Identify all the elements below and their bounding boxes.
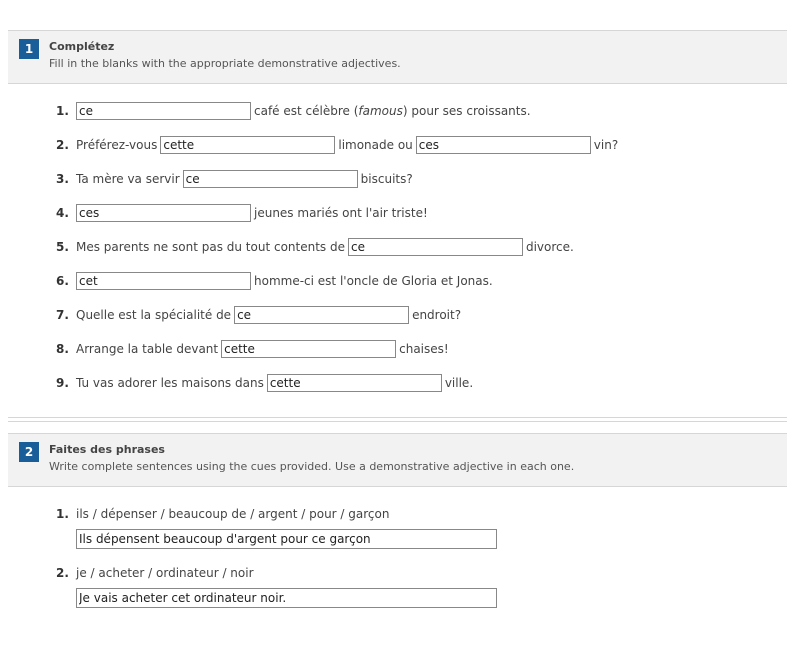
exercise-item-2 <box>56 134 618 156</box>
cue-text: ils / dépenser / beaucoup de / argent / pour / garçon <box>76 507 390 521</box>
item-text-before: Préférez-vous <box>76 138 158 152</box>
exercise-item-3 <box>56 168 413 190</box>
item-text-after: homme-ci est l'oncle de Gloria et Jonas. <box>254 274 493 288</box>
answer-input-5[interactable] <box>348 238 523 256</box>
item-number: 2. <box>56 566 69 580</box>
exercise-item-7 <box>56 304 461 326</box>
item-number: 9. <box>56 376 69 390</box>
section-number-badge: 1 <box>19 39 39 59</box>
item-text-after: vin? <box>593 138 619 152</box>
item-text-after: divorce. <box>525 240 574 254</box>
exercise-item-4 <box>56 202 428 224</box>
item-number: 2. <box>56 138 69 152</box>
exercise-item-1 <box>56 100 531 122</box>
cue-text: je / acheter / ordinateur / noir <box>76 566 254 580</box>
answer-input-8[interactable] <box>221 340 396 358</box>
answer-input-2b[interactable] <box>416 136 591 154</box>
section-instructions: Fill in the blanks with the appropriate demonstrative adjectives. <box>49 57 401 70</box>
item-number: 7. <box>56 308 69 322</box>
item-text-before: Arrange la table devant <box>76 342 219 356</box>
section-title: Faites des phrases <box>49 443 165 456</box>
item-number: 3. <box>56 172 69 186</box>
item-text-after: endroit? <box>412 308 462 322</box>
answer-input-3[interactable] <box>183 170 358 188</box>
item-number: 1. <box>56 507 69 521</box>
section-number-badge: 2 <box>19 442 39 462</box>
answer-input-4[interactable] <box>76 204 251 222</box>
item-number: 5. <box>56 240 69 254</box>
answer-input-1[interactable] <box>76 102 251 120</box>
section-title: Complétez <box>49 40 115 53</box>
answer-input-6[interactable] <box>76 272 251 290</box>
section-1-header <box>8 30 787 84</box>
item-text-before: Mes parents ne sont pas du tout contents de <box>76 240 345 254</box>
exercise-item-8 <box>56 338 449 360</box>
item-text-after: biscuits? <box>360 172 413 186</box>
item-number: 4. <box>56 206 69 220</box>
exercise-item-5 <box>56 236 574 258</box>
sentence-input-2[interactable] <box>76 588 497 608</box>
sentence-input-1[interactable] <box>76 529 497 549</box>
item-text-middle: limonade ou <box>338 138 413 152</box>
sentence-cue-2 <box>56 566 254 580</box>
item-text-before: Tu vas adorer les maisons dans <box>76 376 264 390</box>
section-divider <box>8 417 787 422</box>
item-number: 1. <box>56 104 69 118</box>
item-number: 8. <box>56 342 69 356</box>
section-2-header <box>8 433 787 487</box>
answer-input-9[interactable] <box>267 374 442 392</box>
exercise-item-9 <box>56 372 473 394</box>
item-text-after: jeunes mariés ont l'air triste! <box>254 206 428 220</box>
item-text-before: Ta mère va servir <box>76 172 180 186</box>
exercise-item-6 <box>56 270 493 292</box>
item-text-before: Quelle est la spécialité de <box>76 308 232 322</box>
answer-input-7[interactable] <box>234 306 409 324</box>
item-text: café est célèbre (famous) pour ses croissants. <box>254 104 531 118</box>
item-text-after: ville. <box>444 376 474 390</box>
item-number: 6. <box>56 274 69 288</box>
sentence-cue-1 <box>56 507 389 521</box>
item-text-after: chaises! <box>399 342 449 356</box>
answer-input-2a[interactable] <box>160 136 335 154</box>
section-instructions: Write complete sentences using the cues provided. Use a demonstrative adjective in each one. <box>49 460 575 473</box>
